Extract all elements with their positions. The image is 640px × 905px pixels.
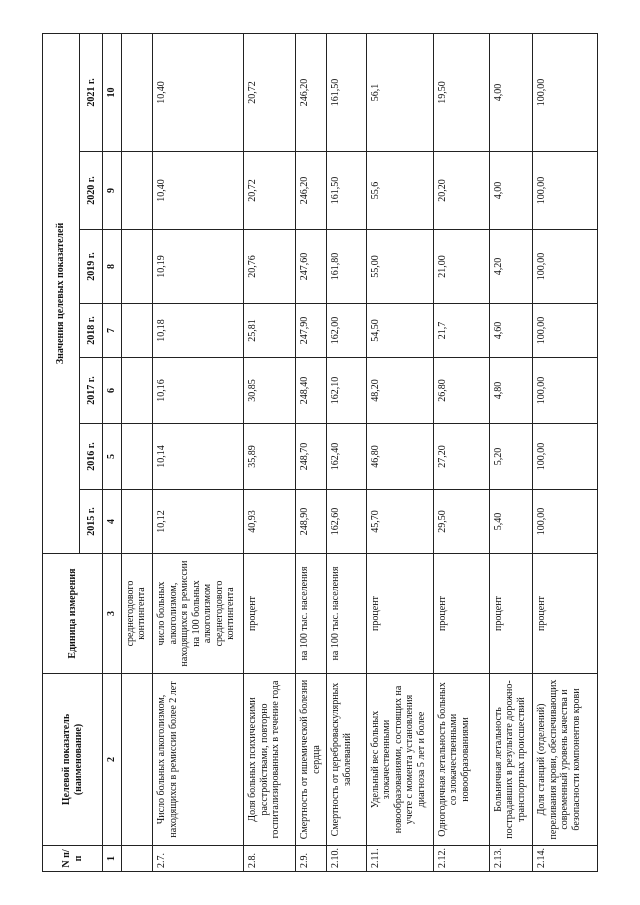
header-unit: Единица измерения <box>43 554 103 674</box>
indicator-value: 162,40 <box>327 424 366 490</box>
indicator-value <box>121 424 152 490</box>
indicator-value: 21,00 <box>433 230 489 304</box>
column-number-row <box>103 33 122 871</box>
row-number: 2.13. <box>489 846 533 872</box>
indicator-value: 20,72 <box>244 33 296 151</box>
indicator-value: 162,10 <box>327 358 366 424</box>
column-number: 7 <box>103 304 122 358</box>
column-number: 8 <box>103 230 122 304</box>
indicator-value: 4,80 <box>489 358 533 424</box>
indicator-value: 10,12 <box>153 490 244 554</box>
row-number: 2.12. <box>433 846 489 872</box>
indicator-name: Доля больных психическими расстройствами, повторно госпитализированных в течение года <box>244 674 296 846</box>
indicator-name: Смертность от ишемической болезни сердца <box>296 674 327 846</box>
column-number: 6 <box>103 358 122 424</box>
indicator-name: Число больных алкоголизмом, находящихся в ремиссии более 2 лет <box>153 674 244 846</box>
indicator-value: 248,90 <box>296 490 327 554</box>
indicator-value: 10,19 <box>153 230 244 304</box>
indicator-value: 20,72 <box>244 152 296 230</box>
row-number: 2.14. <box>533 846 598 872</box>
indicator-value: 5,40 <box>489 490 533 554</box>
indicator-value: 4,00 <box>489 33 533 151</box>
row-number: 2.10. <box>327 846 366 872</box>
indicator-value: 40,93 <box>244 490 296 554</box>
indicator-value <box>121 490 152 554</box>
table-row <box>121 33 152 871</box>
indicator-value: 100,00 <box>533 230 598 304</box>
header-year: 2018 г. <box>80 304 103 358</box>
indicator-value <box>121 152 152 230</box>
indicator-name: Смертность от цереброваскулярных заболеваний <box>327 674 366 846</box>
indicator-value: 10,16 <box>153 358 244 424</box>
indicator-value: 4,60 <box>489 304 533 358</box>
indicator-value: 248,70 <box>296 424 327 490</box>
row-number: 2.11. <box>366 846 433 872</box>
indicator-value: 100,00 <box>533 424 598 490</box>
indicator-value: 19,50 <box>433 33 489 151</box>
indicator-value: 30,85 <box>244 358 296 424</box>
indicator-value: 4,20 <box>489 230 533 304</box>
unit-of-measure: на 100 тыс. населения <box>296 554 327 674</box>
indicator-value: 55,6 <box>366 152 433 230</box>
header-num: N п/п <box>43 846 103 872</box>
indicator-value <box>121 230 152 304</box>
indicator-value: 10,14 <box>153 424 244 490</box>
column-number: 4 <box>103 490 122 554</box>
indicator-value: 54,50 <box>366 304 433 358</box>
indicator-value <box>121 33 152 151</box>
indicator-value: 161,50 <box>327 152 366 230</box>
indicator-value: 29,50 <box>433 490 489 554</box>
indicator-value: 100,00 <box>533 152 598 230</box>
target-indicators-table <box>42 33 598 872</box>
indicator-value: 46,80 <box>366 424 433 490</box>
row-number: 2.8. <box>244 846 296 872</box>
header-indicator: Целевой показатель (наименование) <box>43 674 103 846</box>
indicator-value: 26,80 <box>433 358 489 424</box>
table-row <box>244 33 296 871</box>
table-row <box>153 33 244 871</box>
table-row <box>296 33 327 871</box>
indicator-value: 20,20 <box>433 152 489 230</box>
indicator-name: Доля станций (отделений) переливания крови, обеспечивающих современный уровень качества и безопасности компонентов крови <box>533 674 598 846</box>
column-number: 3 <box>103 554 122 674</box>
header-year: 2021 г. <box>80 33 103 151</box>
indicator-value: 55,00 <box>366 230 433 304</box>
column-number: 2 <box>103 674 122 846</box>
header-year: 2016 г. <box>80 424 103 490</box>
indicator-value: 10,40 <box>153 33 244 151</box>
indicator-value: 48,20 <box>366 358 433 424</box>
unit-of-measure: процент <box>433 554 489 674</box>
header-year: 2020 г. <box>80 152 103 230</box>
table-row <box>433 33 489 871</box>
indicator-value: 100,00 <box>533 358 598 424</box>
column-number: 1 <box>103 846 122 872</box>
indicator-value: 162,60 <box>327 490 366 554</box>
indicator-name <box>121 674 152 846</box>
indicator-value: 20,76 <box>244 230 296 304</box>
indicator-value: 25,81 <box>244 304 296 358</box>
indicator-value: 10,40 <box>153 152 244 230</box>
indicator-value: 246,20 <box>296 33 327 151</box>
indicator-value: 27,20 <box>433 424 489 490</box>
rotated-table-wrapper <box>42 34 598 872</box>
table-row <box>366 33 433 871</box>
row-number: 2.7. <box>153 846 244 872</box>
indicator-value: 161,50 <box>327 33 366 151</box>
header-values-group: Значения целевых показателей <box>43 33 80 553</box>
indicator-value: 56,1 <box>366 33 433 151</box>
indicator-name: Удельный вес больных злокачественными новообразованиями, состоящих на учете с момента установления диагноза 5 лет и более <box>366 674 433 846</box>
unit-of-measure: процент <box>533 554 598 674</box>
indicator-value: 21,7 <box>433 304 489 358</box>
indicator-value: 247,90 <box>296 304 327 358</box>
unit-of-measure: среднегодового контингента <box>121 554 152 674</box>
row-number <box>121 846 152 872</box>
table-row <box>533 33 598 871</box>
header-row-top <box>43 33 80 871</box>
indicator-value: 10,18 <box>153 304 244 358</box>
unit-of-measure: процент <box>244 554 296 674</box>
column-number: 10 <box>103 33 122 151</box>
indicator-value: 5,20 <box>489 424 533 490</box>
indicator-value: 4,00 <box>489 152 533 230</box>
indicator-value: 45,70 <box>366 490 433 554</box>
indicator-value: 35,89 <box>244 424 296 490</box>
indicator-value: 100,00 <box>533 490 598 554</box>
indicator-value: 100,00 <box>533 33 598 151</box>
column-number: 5 <box>103 424 122 490</box>
header-year: 2017 г. <box>80 358 103 424</box>
header-year: 2019 г. <box>80 230 103 304</box>
indicator-value <box>121 358 152 424</box>
header-year: 2015 г. <box>80 490 103 554</box>
indicator-value: 247,60 <box>296 230 327 304</box>
indicator-value: 100,00 <box>533 304 598 358</box>
indicator-value <box>121 304 152 358</box>
unit-of-measure: процент <box>366 554 433 674</box>
indicator-value: 248,40 <box>296 358 327 424</box>
unit-of-measure: число больных алкоголизмом, находящихся в ремиссии на 100 больных алкоголизмом среднегодового контингента <box>153 554 244 674</box>
row-number: 2.9. <box>296 846 327 872</box>
indicator-value: 246,20 <box>296 152 327 230</box>
column-number: 9 <box>103 152 122 230</box>
table-row <box>489 33 533 871</box>
table-row <box>327 33 366 871</box>
indicator-name: Одногодичная летальность больных со злокачественными новообразованиями <box>433 674 489 846</box>
unit-of-measure: на 100 тыс. населения <box>327 554 366 674</box>
indicator-value: 162,00 <box>327 304 366 358</box>
indicator-name: Больничная летальность пострадавших в результате дорожно-транспортных происшествий <box>489 674 533 846</box>
indicator-value: 161,80 <box>327 230 366 304</box>
unit-of-measure: процент <box>489 554 533 674</box>
